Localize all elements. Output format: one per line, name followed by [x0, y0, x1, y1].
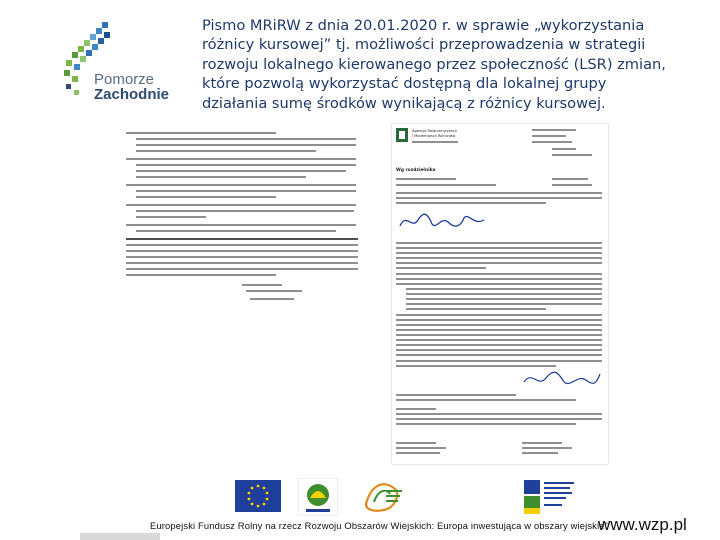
sender-line-2: i Modernizacji Rolnictwa [412, 134, 456, 138]
signature-mark-2 [522, 368, 602, 390]
leader-logo-icon [298, 478, 338, 516]
footer-url-link[interactable]: www.wzp.pl [598, 515, 687, 534]
logo-text-pomorze: Pomorze [94, 71, 155, 88]
signature-mark [398, 208, 488, 234]
pomorze-zachodnie-logo [58, 20, 198, 110]
letter-recipients: Wg rozdzielnika [396, 168, 436, 173]
scanned-letter-right [392, 124, 608, 464]
arimr-logo-icon [396, 128, 408, 142]
footer-divider [80, 533, 160, 540]
footer-caption: Europejski Fundusz Rolny na rzecz Rozwoju Obszarów Wiejskich: Europa inwestująca w obszary wiejskie” [150, 520, 608, 531]
scanned-letter-left [122, 126, 366, 316]
prow-logo-icon [520, 474, 580, 518]
eu-flag-icon [235, 480, 281, 512]
sender-line-1: Agencja Restrukturyzacji [412, 129, 457, 133]
page-heading: Pismo MRiRW z dnia 20.01.2020 r. w sprawie „wykorzystania różnicy kursowej” tj. możliwości przeprowadzenia w strategii rozwoju lokalnego kierowanego przez społeczność (LSR) zmian, które pozwolą wykorzystać dostępną dla lokalnej grupy działania sumę środków wynikającą z różnicy kursowej. [202, 17, 666, 112]
funding-logos [230, 474, 610, 520]
logo-text-zachodnie: Zachodnie [94, 86, 170, 103]
lgd-logo-icon [360, 476, 406, 518]
